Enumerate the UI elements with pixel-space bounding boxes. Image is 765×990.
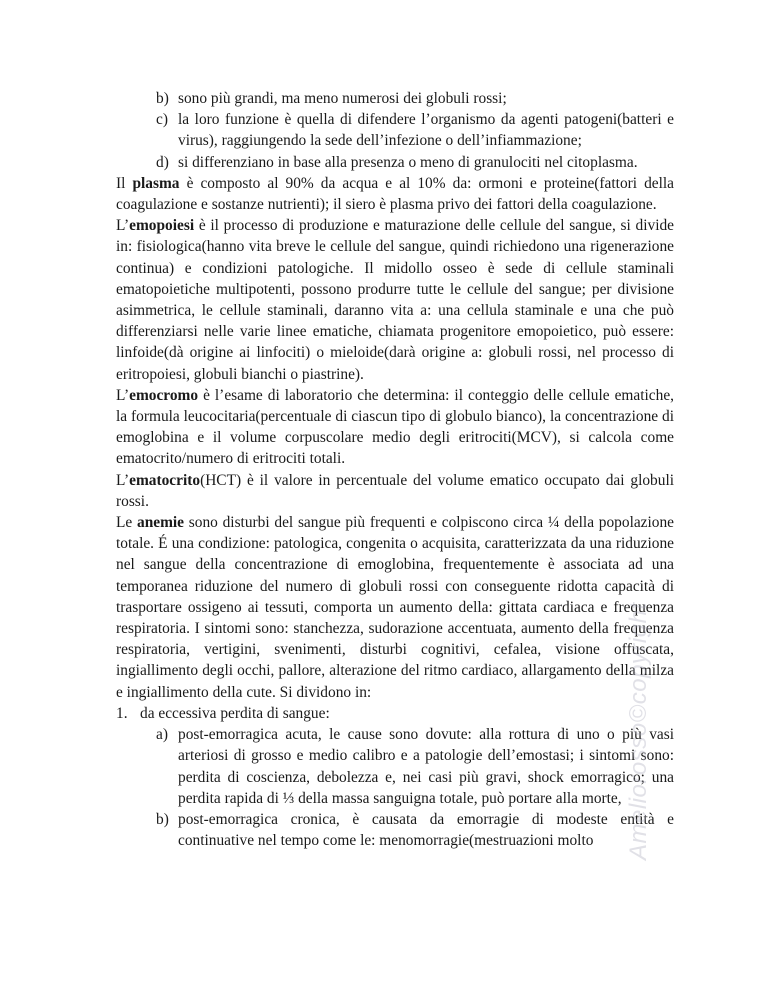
paragraph-anemie [116, 512, 674, 703]
paragraph-emocromo [116, 385, 674, 470]
paragraph-prefix: Il [116, 174, 133, 192]
list-marker: b) [156, 90, 169, 107]
term-ematocrito: ematocrito [129, 471, 201, 489]
sub-list [116, 724, 674, 851]
paragraph-body: sono disturbi del sangue più frequenti e colpiscono circa ¼ della popolazione totale. É una condizione: patologica, congenita o acquisita, caratterizzata da una riduzione nel sangue della concentrazione di emoglobina, frequentemente è associata ad una temporanea riduzione del numero di globuli rossi con conseguente ridotta capacità di trasportare ossigeno ai tessuti, comporta un aumento della: gittata cardiaca e frequenza respiratoria. I sintomi sono: stanchezza, sudorazione accentuata, aumento della frequenza respiratoria, vertigini, svenimenti, disturbi cognitivi, cefalea, visione offuscata, ingiallimento degli occhi, pallore, alterazione del ritmo cardiaco, allargamento della milza e ingiallimento della cute. Si dividono in: [116, 514, 674, 701]
list-text: post-emorragica cronica, è causata da emorragie di modeste entità e continuative nel tempo come le: menomorragie(mestruazioni molto [178, 810, 674, 850]
paragraph-ematocrito [116, 470, 674, 512]
list-item [156, 724, 674, 809]
paragraph-prefix: Le [116, 514, 137, 532]
paragraph-body: è l’esame di laboratorio che determina: il conteggio delle cellule ematiche, la formula leucocitaria(percentuale di ciascun tipo di globulo bianco), la concentrazione di emoglobina e il volume corpuscolare medio degli eritrociti(MCV), si calcola come ematocrito/numero di eritrociti totali. [116, 386, 674, 468]
paragraph-prefix: L’ [116, 386, 130, 404]
term-emopoiesi: emopoiesi [129, 217, 195, 235]
list-item [156, 109, 674, 151]
list-item [156, 809, 674, 851]
list-item [156, 152, 674, 173]
list-marker: c) [156, 111, 168, 129]
list-marker: a) [156, 726, 168, 744]
list-text: si differenziano in base alla presenza o meno di granulociti nel citoplasma. [178, 153, 638, 171]
paragraph-prefix: L’ [116, 471, 130, 489]
paragraph-body: è composto al 90% da acqua e al 10% da: ormoni e proteine(fattori della coagulazione e sostanze nutrienti); il siero è plasma privo dei fattori della coagulazione. [116, 174, 675, 214]
list-text: da eccessiva perdita di sangue: [140, 704, 330, 722]
paragraph-body: (HCT) è il valore in percentuale del volume ematico occupato dai globuli rossi. [116, 471, 674, 510]
list-item [156, 88, 674, 109]
paragraph-body: è il processo di produzione e maturazione delle cellule del sangue, si divide in: fisiologica(hanno vita breve le cellule del sangue, quindi richiedono una rigenerazione continua) e condizioni patologiche. Il midollo osseo è sede di cellule staminali ematopoietiche multipotenti, possono produrre tutte le cellule del sangue; per divisione asimmetrica, le cellule staminali, daranno vita a: una cellula staminale e una che può differenziarsi nelle varie linee ematiche, chiamata progenitore emopoietico, può essere: linfoide(dà origine ai linfociti) o mieloide(darà origine a: globuli rossi, nel processo di eritropoiesi, globuli bianchi o piastrine). [116, 217, 674, 383]
list-text: la loro funzione è quella di difendere l’organismo da agenti patogeni(batteri e virus), raggiungendo la sede dell’infezione o dell’infiammazione; [178, 111, 674, 150]
list-marker: d) [156, 153, 169, 171]
list-marker: b) [156, 810, 169, 828]
document-page [116, 88, 674, 851]
term-plasma: plasma [132, 174, 180, 192]
term-emocromo: emocromo [129, 386, 199, 404]
list-top [116, 88, 674, 173]
numbered-list-item [116, 703, 674, 724]
paragraph-plasma [116, 173, 674, 215]
paragraph-emopoiesi [116, 215, 674, 385]
term-anemie: anemie [137, 514, 185, 532]
paragraph-prefix: L’ [116, 217, 130, 235]
list-text: sono più grandi, ma meno numerosi dei globuli rossi; [178, 90, 507, 107]
copyright-watermark: Ameliorosso©copyright [625, 602, 652, 860]
list-text: post-emorragica acuta, le cause sono dovute: alla rottura di uno o più vasi arteriosi di grosso e medio calibro e a patologie dell’emostasi; i sintomi sono: perdita di coscienza, debolezza e, nei casi più gravi, shock emorragico; una perdita rapida di ⅓ della massa sanguigna totale, può portare alla morte, [178, 726, 674, 807]
list-marker: 1. [116, 704, 128, 722]
